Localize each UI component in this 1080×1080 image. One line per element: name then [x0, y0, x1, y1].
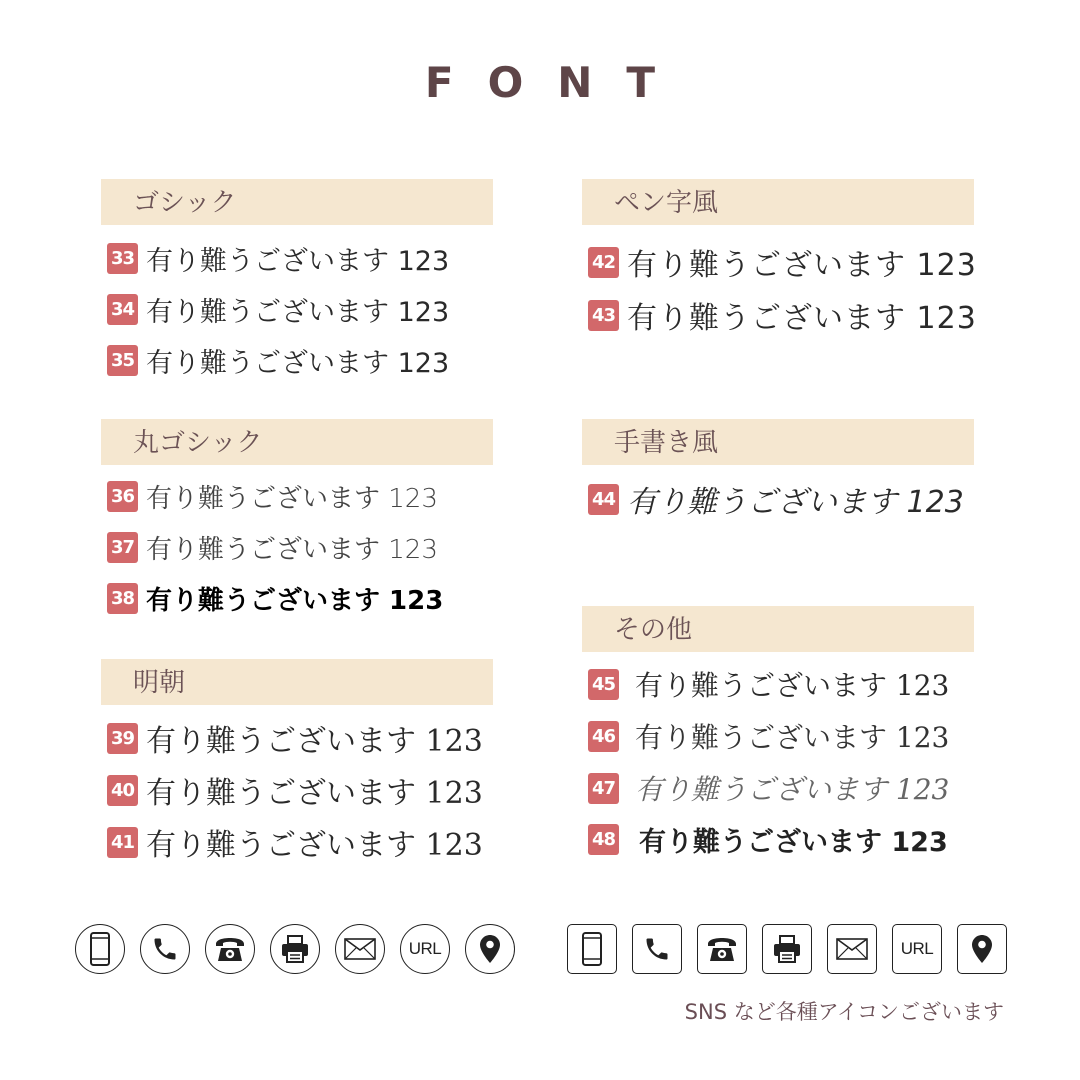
font-sample-row [107, 820, 483, 864]
number-badge: 46 [588, 721, 619, 752]
font-sample-row [107, 768, 483, 812]
number-badge: 41 [107, 827, 138, 858]
font-sample-row [107, 580, 443, 617]
section-header: ゴシック [101, 179, 493, 225]
font-sample-text: 有り難うございます 123 [146, 484, 438, 514]
telephone-icon [697, 924, 747, 974]
font-sample-text: 有り難うございます 123 [635, 669, 950, 702]
number-badge: 34 [107, 294, 138, 325]
section-other [582, 606, 974, 866]
font-sample-text: 有り難うございます 123 [635, 721, 950, 754]
section-handwritten [582, 419, 974, 529]
square-icon-set [567, 924, 1007, 974]
telephone-icon [205, 924, 255, 974]
url-icon [400, 924, 450, 974]
number-badge: 38 [107, 583, 138, 614]
url-label: URL [408, 939, 442, 958]
font-sample-text: 有り難うございます 123 [146, 724, 483, 759]
font-sample-row [107, 529, 438, 566]
font-sample-text: 有り難うございます 123 [639, 827, 948, 858]
font-sample-text: 有り難うございます 123 [146, 535, 438, 565]
font-sample-row [107, 290, 449, 329]
icons-note: SNS など各種アイコンございます [684, 1000, 1004, 1024]
font-sample-row [107, 341, 449, 380]
number-badge: 45 [588, 669, 619, 700]
font-sample-text: 有り難うございます 123 [627, 248, 977, 283]
font-sample-text: 有り難うございます 123 [146, 828, 483, 863]
mail-icon [335, 924, 385, 974]
font-sample-row [588, 664, 949, 704]
font-sample-text: 有り難うございます 123 [146, 776, 483, 811]
smartphone-icon [567, 924, 617, 974]
phone-icon [140, 924, 190, 974]
section-round-gothic [101, 419, 493, 619]
section-header: ペン字風 [582, 179, 974, 225]
font-sample-text: 有り難うございます 123 [146, 297, 450, 328]
number-badge: 40 [107, 775, 138, 806]
number-badge: 47 [588, 773, 619, 804]
location-pin-icon [465, 924, 515, 974]
font-sample-row [107, 478, 438, 515]
font-sample-row [588, 293, 977, 337]
section-header: 手書き風 [582, 419, 974, 465]
phone-icon [632, 924, 682, 974]
font-sample-row [588, 820, 948, 859]
font-sample-text: 有り難うございます 123 [627, 301, 977, 336]
circle-icon-set [75, 924, 515, 974]
number-badge: 44 [588, 484, 619, 515]
page-title: FONT [424, 58, 690, 107]
number-badge: 43 [588, 300, 619, 331]
section-mincho [101, 659, 493, 869]
fax-icon [270, 924, 320, 974]
font-sample-row [588, 240, 977, 284]
url-label: URL [900, 939, 934, 958]
mail-icon [827, 924, 877, 974]
number-badge: 42 [588, 247, 619, 278]
font-sample-row [588, 477, 964, 521]
font-sample-text: 有り難うございます 123 [627, 485, 964, 520]
font-sample-row [107, 239, 449, 278]
font-sample-text: 有り難うございます 123 [146, 586, 444, 616]
number-badge: 48 [588, 824, 619, 855]
number-badge: 35 [107, 345, 138, 376]
number-badge: 37 [107, 532, 138, 563]
font-sample-row [588, 768, 949, 808]
font-sample-text: 有り難うございます 123 [146, 246, 450, 277]
url-icon [892, 924, 942, 974]
section-header: その他 [582, 606, 974, 652]
font-sample-row [588, 716, 949, 756]
font-sample-text: 有り難うございます 123 [146, 348, 450, 379]
smartphone-icon [75, 924, 125, 974]
section-header: 丸ゴシック [101, 419, 493, 465]
section-pen [582, 179, 977, 339]
font-sample-text: 有り難うございます 123 [635, 773, 950, 806]
location-pin-icon [957, 924, 1007, 974]
fax-icon [762, 924, 812, 974]
number-badge: 36 [107, 481, 138, 512]
number-badge: 39 [107, 723, 138, 754]
number-badge: 33 [107, 243, 138, 274]
section-header: 明朝 [101, 659, 493, 705]
font-sample-row [107, 716, 483, 760]
section-gothic [101, 179, 493, 379]
